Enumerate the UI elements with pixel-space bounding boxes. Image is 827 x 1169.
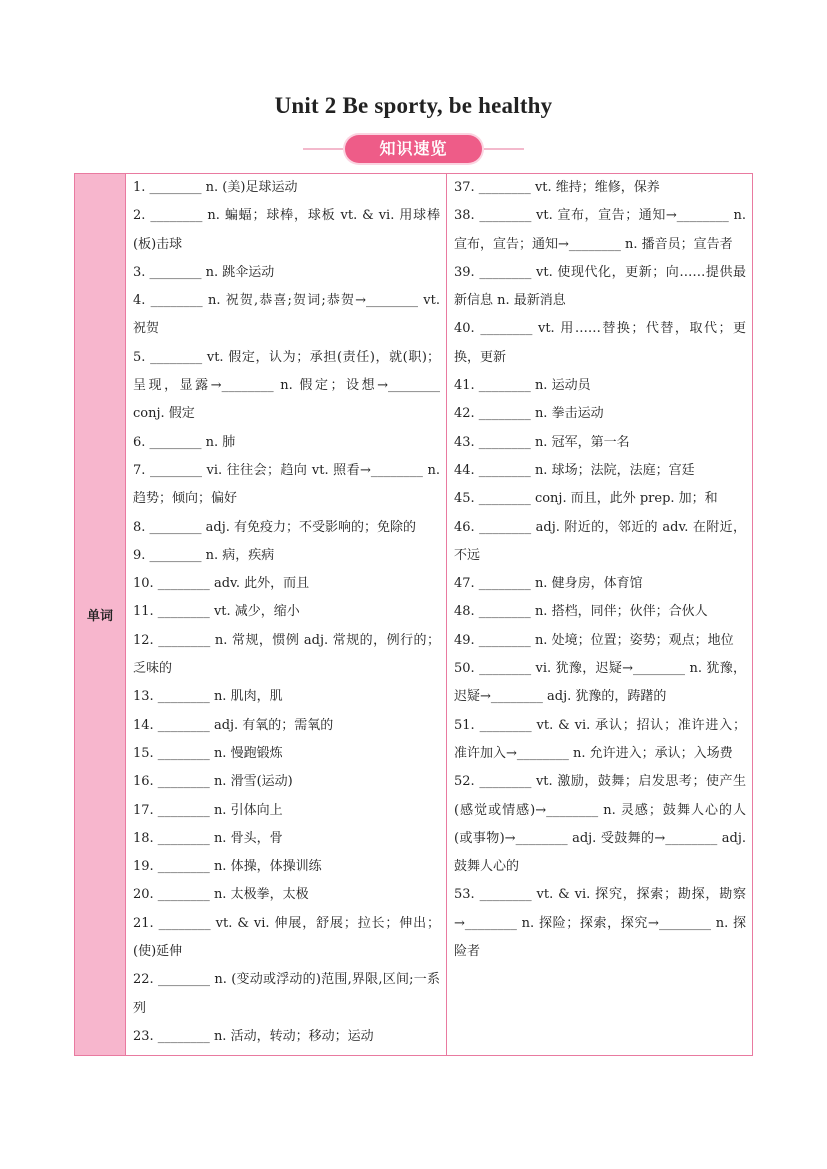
vocab-entry: 41. ________ n. 运动员	[454, 378, 591, 394]
banner-line-right	[484, 148, 524, 150]
vocab-entry: 9. ________ n. 病，疾病	[133, 547, 275, 563]
vocab-entry: 52. ________ vt. 激励，鼓舞；启发思考；使产生(感觉或情感)→________ n. 灵感；鼓舞人心的人(或事物)→________ adj. 受鼓舞的→________ adj. 鼓舞人心的	[454, 774, 746, 875]
vocab-entry: 10. ________ adv. 此外，而且	[133, 576, 310, 592]
vocab-entry: 45. ________ conj. 而且，此外 prep. 加；和	[454, 491, 718, 507]
vocab-entry: 47. ________ n. 健身房，体育馆	[454, 576, 643, 592]
vocab-entry: 4. ________ n. 祝贺,恭喜;贺词;恭贺→________ vt. 祝贺	[133, 293, 440, 337]
banner-label: 知识速览	[345, 135, 482, 163]
right-column	[447, 174, 753, 1056]
vocab-entry: 37. ________ vt. 维持；维修，保养	[454, 180, 660, 195]
category-cell: 单词	[75, 174, 126, 1056]
vocab-entry: 44. ________ n. 球场；法院，法庭；宫廷	[454, 462, 695, 478]
vocab-entry: 8. ________ adj. 有免疫力；不受影响的；免除的	[133, 519, 417, 535]
vocab-entry: 2. ________ n. 蝙蝠；球棒，球板 vt. & vi. 用球棒(板)击球	[133, 208, 440, 252]
banner-line-left	[303, 148, 343, 150]
vocab-entry: 17. ________ n. 引体向上	[133, 802, 283, 818]
vocab-entry: 21. ________ vt. & vi. 伸展，舒展；拉长；伸出；(使)延伸	[133, 915, 440, 960]
vocab-entry: 50. ________ vi. 犹豫，迟疑→________ n. 犹豫，迟疑→________ adj. 犹豫的，踌躇的	[454, 661, 746, 705]
vocab-entry: 43. ________ n. 冠军，第一名	[454, 434, 630, 450]
left-column	[126, 174, 447, 1056]
vocab-entry: 20. ________ n. 太极拳，太极	[133, 887, 309, 903]
vocab-entry: 46. ________ adj. 附近的，邻近的 adv. 在附近，不远	[454, 519, 746, 563]
vocab-entry: 23. ________ n. 活动，转动；移动；运动	[133, 1028, 374, 1044]
vocab-entry: 6. ________ n. 肺	[133, 434, 236, 450]
vocab-entry: 14. ________ adj. 有氧的；需氧的	[133, 717, 334, 733]
vocab-entry: 16. ________ n. 滑雪(运动)	[133, 774, 293, 790]
vocab-entry: 13. ________ n. 肌肉，肌	[133, 689, 283, 705]
vocab-entry: 12. ________ n. 常规，惯例 adj. 常规的，例行的；乏味的	[133, 632, 440, 677]
vocab-entry: 19. ________ n. 体操，体操训练	[133, 859, 322, 875]
vocab-entry: 3. ________ n. 跳伞运动	[133, 264, 275, 280]
vocabulary-table	[74, 173, 753, 1056]
vocab-entry: 1. ________ n. (美)足球运动	[133, 180, 298, 195]
vocab-entry: 15. ________ n. 慢跑锻炼	[133, 745, 283, 761]
vocab-entry: 53. ________ vt. & vi. 探究，探索；勘探，勘察→________ n. 探险；探索，探究→________ n. 探险者	[454, 887, 746, 960]
page-title: Unit 2 Be sporty, be healthy	[274, 93, 553, 118]
vocab-entry: 22. ________ n. (变动或浮动的)范围,界限,区间;一系列	[133, 972, 440, 1016]
table-row	[75, 174, 753, 1056]
vocab-entry: 40. ________ vt. 用……替换；代替，取代；更换，更新	[454, 321, 746, 365]
vocab-entry: 48. ________ n. 搭档，同伴；伙伴；合伙人	[454, 604, 708, 620]
vocab-entry: 51. ________ vt. & vi. 承认；招认；准许进入；准许加入→________ n. 允许进入；承认；入场费	[454, 717, 746, 761]
vocab-entry: 5. ________ vt. 假定，认为；承担(责任)，就(职)；呈现，显露→________ n. 假定；设想→________ conj. 假定	[133, 349, 440, 422]
vocab-entry: 7. ________ vi. 往往会；趋向 vt. 照看→________ n. 趋势；倾向；偏好	[133, 462, 440, 507]
vocab-entry: 38. ________ vt. 宣布，宣告；通知→________ n. 宣布，宣告；通知→________ n. 播音员；宣告者	[454, 208, 746, 252]
vocab-entry: 39. ________ vt. 使现代化，更新；向……提供最新信息 n. 最新消息	[454, 264, 746, 309]
vocab-entry: 11. ________ vt. 减少，缩小	[133, 604, 300, 620]
section-banner	[303, 135, 524, 163]
vocab-entry: 18. ________ n. 骨头，骨	[133, 830, 283, 846]
vocab-entry: 42. ________ n. 拳击运动	[454, 406, 604, 422]
vocab-entry: 49. ________ n. 处境；位置；姿势；观点；地位	[454, 632, 734, 648]
